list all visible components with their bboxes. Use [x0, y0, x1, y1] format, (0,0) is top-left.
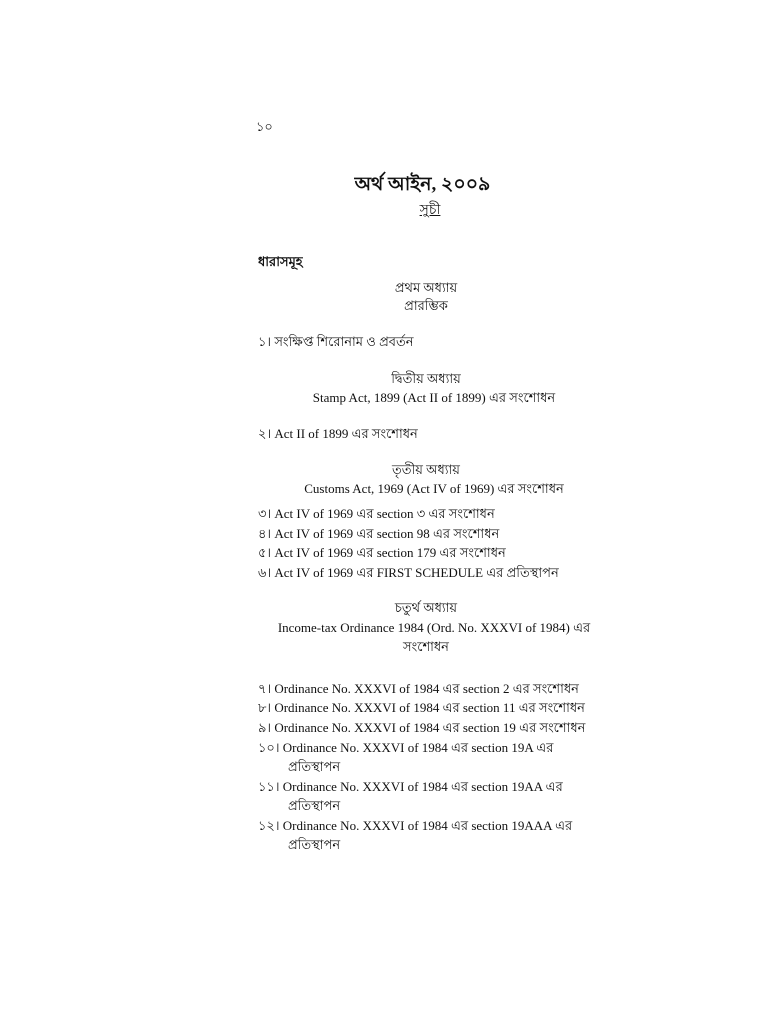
document-subtitle: সুচী: [419, 203, 441, 218]
section-item: ৬। Act IV of 1969 এর FIRST SCHEDULE এর প্রতিস্থাপন: [258, 565, 559, 580]
section-item-continuation: প্রতিস্থাপন: [288, 837, 341, 852]
section-item: ৯। Ordinance No. XXXVI of 1984 এর section 19 এর সংশোধন: [258, 720, 586, 735]
section-item-continuation: প্রতিস্থাপন: [288, 759, 341, 774]
section-item: ১। সংক্ষিপ্ত শিরোনাম ও প্রবর্তন: [258, 334, 414, 349]
chapter-1-subheading: প্রারম্ভিক: [404, 298, 448, 313]
chapter-1-heading: প্রথম অধ্যায়: [394, 280, 458, 295]
section-item: ১২। Ordinance No. XXXVI of 1984 এর section 19AAA এর: [258, 818, 573, 833]
section-item: ১১। Ordinance No. XXXVI of 1984 এর section 19AA এর: [258, 779, 563, 794]
chapter-3-heading: তৃতীয় অধ্যায়: [392, 462, 460, 477]
section-item: ৫। Act IV of 1969 এর section 179 এর সংশোধন: [258, 545, 506, 560]
section-item: ৪। Act IV of 1969 এর section 98 এর সংশোধন: [258, 526, 500, 541]
sections-label: ধারাসমূহ: [258, 254, 303, 269]
section-item: ১০। Ordinance No. XXXVI of 1984 এর section 19A এর: [258, 740, 554, 755]
section-item: ২। Act II of 1899 এর সংশোধন: [258, 426, 418, 441]
chapter-4-heading: চতুর্থ অধ্যায়: [394, 600, 458, 615]
chapter-2-subheading: Stamp Act, 1899 (Act II of 1899) এর সংশোধন: [312, 390, 556, 405]
chapter-4-subheading-line2: সংশোধন: [403, 639, 449, 654]
chapter-2-heading: দ্বিতীয় অধ্যায়: [391, 371, 461, 386]
document-title: অর্থ আইন, ২০০৯: [354, 174, 491, 195]
section-item-continuation: প্রতিস্থাপন: [288, 798, 341, 813]
page-number: ১০: [256, 119, 273, 134]
section-item: ৮। Ordinance No. XXXVI of 1984 এর section 11 এর সংশোধন: [258, 700, 585, 715]
section-item: ৭। Ordinance No. XXXVI of 1984 এর section 2 এর সংশোধন: [258, 681, 579, 696]
chapter-3-subheading: Customs Act, 1969 (Act IV of 1969) এর সংশোধন: [304, 481, 564, 496]
section-item: ৩। Act IV of 1969 এর section ৩ এর সংশোধন: [258, 506, 495, 521]
chapter-4-subheading-line1: Income-tax Ordinance 1984 (Ord. No. XXXVI of 1984) এর: [277, 620, 591, 635]
